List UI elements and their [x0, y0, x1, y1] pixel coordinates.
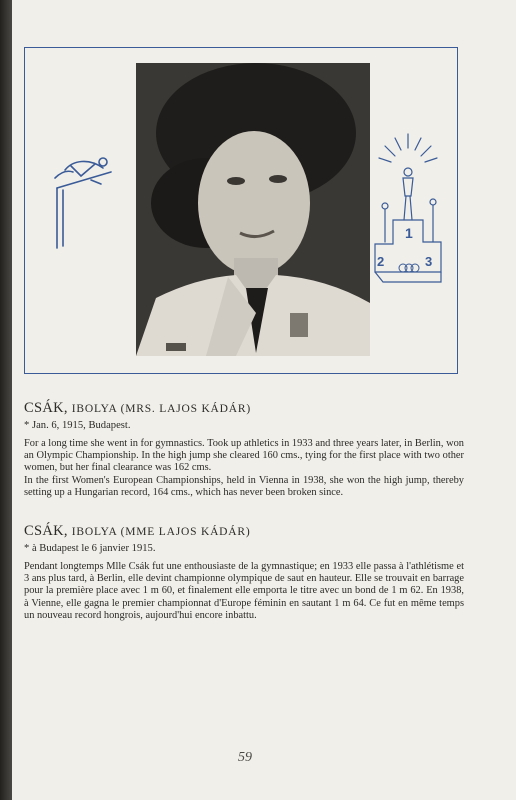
podium-second-label: 2 [377, 254, 385, 269]
surname-en: CSÁK, [24, 400, 68, 416]
athlete-name-en [24, 400, 464, 417]
book-spine-shadow [0, 0, 12, 800]
surname-fr: CSÁK, [24, 523, 68, 539]
portrait-photo [136, 63, 370, 356]
podium-first-label: 1 [405, 225, 413, 241]
entry-french [24, 523, 464, 622]
podium-illustration [373, 132, 443, 292]
bio-paragraph-en-2: In the first Women's European Championships, held in Vienna in 1938, she won the high jump, thereby setting up a Hungarian record, 164 cms., which has never been broken since. [24, 474, 464, 498]
podium-icon [373, 132, 443, 292]
entry-english [24, 400, 464, 499]
high-jumper-icon [51, 150, 117, 250]
portrait-image [136, 63, 370, 356]
page-number: 59 [238, 750, 252, 765]
bio-paragraph-en-1: For a long time she went in for gymnastics. Took up athletics in 1933 and three years later, in Berlin, won an Olympic Championship. In the high jump she cleared 160 cms., tying for the first place with two other women, but her final clearance was 162 cms. [24, 438, 464, 474]
athlete-name-fr [24, 523, 464, 540]
birth-info-fr: * à Budapest le 6 janvier 1915. [24, 543, 156, 554]
book-page [12, 0, 516, 800]
given-name-fr: IBOLYA (MME LAJOS KÁDÁR) [71, 526, 251, 538]
podium-third-label: 3 [425, 254, 433, 269]
high-jump-illustration [51, 150, 117, 250]
bio-paragraph-fr-1: Pendant longtemps Mlle Csák fut une enthousiaste de la gymnastique; en 1933 elle passa à l'athlétisme et 3 ans plus tard, à Berlin, elle devint championne olympique de saut en hauteur. Elle se trouvait en barrage pour la première place avec 1 m 60, et finalement elle emporta le titre avec un bond de 1 m 62. En 1938, à Vienne, elle gagna le premier championnat d'Europe féminin en sautant 1 m 64. Ce fut en même temps un nouveau record hongrois, aujourd'hui encore inbattu. [24, 561, 464, 621]
illustration-frame [24, 47, 458, 374]
birth-info-en: * Jan. 6, 1915, Budapest. [24, 420, 131, 431]
given-name-en: IBOLYA (MRS. LAJOS KÁDÁR) [71, 403, 251, 415]
